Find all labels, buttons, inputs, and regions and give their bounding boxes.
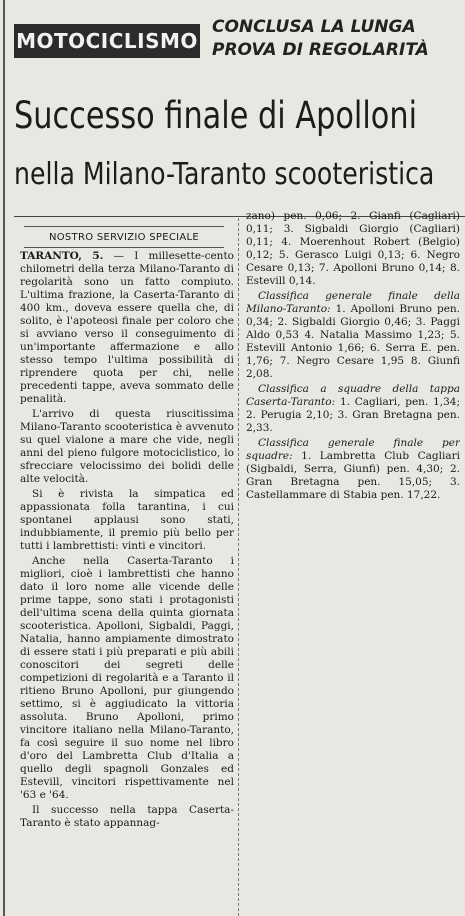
kicker-line-2: PROVA DI REGOLARITÀ	[212, 40, 429, 60]
left-border-rule	[3, 0, 5, 916]
team-final-heading: Classifica generale finale per squadre:	[246, 437, 460, 462]
section-label: MOTOCICLISMO	[14, 24, 200, 58]
team-final-text: 1. Lambretta Club Cagliari (Sigbaldi, Serra, Giunfi) pen. 4,30; 2. Gran Bretagna pen. 15,05; 3. Castellammare di Stabia pen. 17,22.	[246, 450, 460, 501]
body-paragraph-2: L'arrivo di questa riuscitissima Milano-Taranto scooteristica è avvenuto su quel vialone a mare che vide, negli anni del pieno fulgore motociclistico, lo sfrecciare velocissimo dei bolidi delle alte velocità.	[20, 408, 234, 485]
body-paragraph-3: Si è rivista la simpatica ed appassionata folla tarantina, i cui spontanei applausi sono stati, indubbiamente, il premio più bello per tutti i lambrettisti: vinti e vincitori.	[20, 488, 234, 552]
body-paragraph-5: Il successo nella tappa Caserta-Taranto è stato appannag-	[20, 804, 234, 829]
stage-results: zano) pen. 0,06; 2. Gianfi (Cagliari) 0,11; 3. Sigbaldi Giorgio (Cagliari) 0,11; 4. Moerenhout Robert (Belgio) 0,12; 5. Gerasco Luigi 0,13; 6. Negro Cesare 0,13; 7. Apolloni Bruno 0,14; 8. Estevill 0,14.	[246, 210, 460, 287]
lead-paragraph	[20, 250, 234, 406]
kicker-heading	[212, 16, 462, 62]
team-stage-standings	[246, 383, 460, 435]
article-column-1	[20, 250, 234, 914]
final-standings	[246, 290, 460, 381]
headline-line-1: Successo finale di Apolloni	[14, 94, 418, 137]
kicker-line-1: CONCLUSA LA LUNGA	[212, 17, 416, 37]
body-paragraph-4: Anche nella Caserta-Taranto i migliori, cioè i lambrettisti che hanno dato il loro nome alle vicende delle prime tappe, sono stati i protagonisti dell'ultima scena della quinta giornata scooteristica. Apolloni, Sigbaldi, Paggi, Natalia, hanno ampiamente dimostrato di essere stati i più preparati e più abili conoscitori dei segreti delle competizioni di regolarità e a Taranto il ritieno Bruno Apolloni, pur giungendo settimo, si è aggiudicato la vittoria assoluta. Bruno Apolloni, primo vincitore italiano nella Milano-Taranto, fa così seguire il suo nome nel libro d'oro del Lambretta Club d'Italia a quello degli spagnoli Gonzales ed Estevill, vincitori rispettivamente nel '63 e '64.	[20, 555, 234, 801]
team-stage-text: 1. Cagliari, pen. 1,34; 2. Perugia 2,10; 3. Gran Bretagna pen. 2,33.	[246, 396, 460, 434]
team-stage-heading: Classifica a squadre della tappa Caserta-Taranto:	[246, 383, 460, 408]
final-standings-text: 1. Apolloni Bruno pen. 0,34; 2. Sigbaldi Giorgio 0,46; 3. Paggi Aldo 0,53 4. Natalia Massimo 1,23; 5. Estevill Antonio 1,66; 6. Serra E. pen. 1,76; 7. Negro Cesare 1,95 8. Giunfi 2,08.	[246, 303, 460, 380]
article-column-2	[246, 210, 460, 580]
column-divider	[238, 218, 240, 916]
dateline: TARANTO, 5.	[20, 250, 104, 262]
headline-line-2: nella Milano-Taranto scooteristica	[14, 157, 435, 192]
byline: NOSTRO SERVIZIO SPECIALE	[24, 226, 224, 248]
team-final-standings	[246, 437, 460, 502]
final-standings-heading: Classifica generale finale della Milano-Taranto:	[246, 290, 460, 315]
lead-text: — I millesette-cento chilometri della terza Milano-Taranto di regolarità sono un fatto compiuto. L'ultima frazione, la Caserta-Taranto di 400 km., doveva essere quella che, di solito, è l'apoteosi finale per coloro che si avviano verso il conseguimento di un'importante affermazione e allo stesso tempo l'ultima possibilità di riprendere quota per chi, nelle precedenti tappe, aveva sommato delle penalità.	[20, 250, 234, 405]
